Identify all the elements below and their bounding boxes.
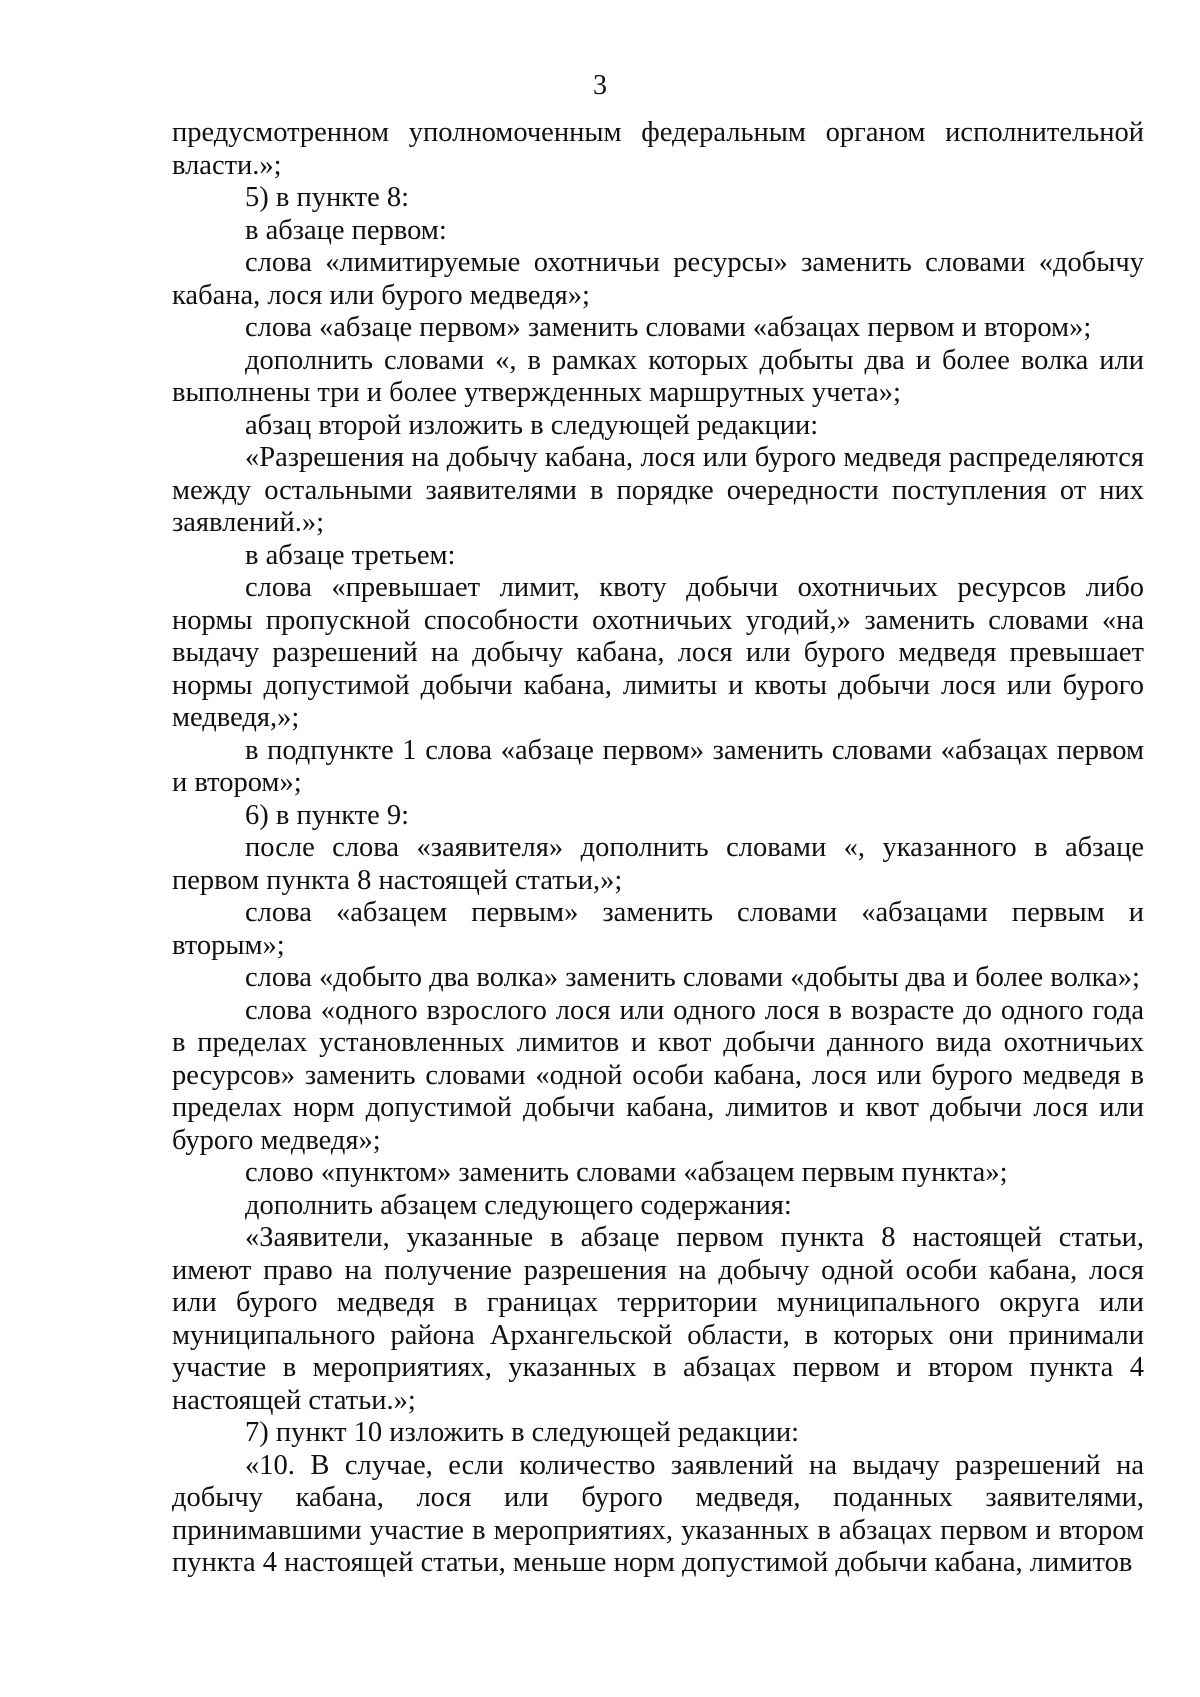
paragraph: в абзаце третьем: <box>245 539 456 571</box>
paragraph: предусмотренном уполномоченным федеральным органом исполнительной власти.»; <box>172 117 1144 181</box>
paragraph: слова «добыто два волка» заменить словами «добыты два и более волка»; <box>245 962 1140 993</box>
paragraph: «Разрешения на добычу кабана, лося или бурого медведя распределяются между остальными заявителями в порядке очередности поступления от них заявлений.»; <box>172 442 1144 538</box>
paragraph: «Заявители, указанные в абзаце первом пункта 8 настоящей статьи, имеют право на получение разрешения на добычу одной особи кабана, лося или бурого медведя в границах территории муниципального округа или муниципального района Архангельской области, в которых они принимали участие в мероприятиях, указанных в абзацах первом и втором пункта 4 настоящей статьи.»; <box>172 1222 1144 1416</box>
paragraph: «10. В случае, если количество заявлений на выдачу разрешений на добычу кабана, лося или бурого медведя, поданных заявителями, принимавшими участие в мероприятиях, указанных в абзацах первом и втором пункта 4 настоящей статьи, меньше норм допустимой добычи кабана, лимитов <box>172 1449 1144 1578</box>
paragraph: слово «пунктом» заменить словами «абзацем первым пункта»; <box>245 1157 1008 1188</box>
paragraph: 6) в пункте 9: <box>245 799 410 831</box>
paragraph: слова «превышает лимит, квоту добычи охотничьих ресурсов либо нормы пропускной способности охотничьих угодий,» заменить словами «на выдачу разрешений на добычу кабана, лося или бурого медведя превышает нормы допустимой добычи кабана, лимиты и квоты добычи лося или бурого медведя,»; <box>172 572 1144 733</box>
paragraph: 7) пункт 10 изложить в следующей редакции: <box>245 1417 800 1448</box>
paragraph: слова «абзацем первым» заменить словами «абзацами первым и вторым»; <box>172 897 1144 961</box>
paragraph: слова «одного взрослого лося или одного лося в возрасте до одного года в пределах установленных лимитов и квот добычи данного вида охотничьих ресурсов» заменить словами «одной особи кабана, лося или бурого медведя в пределах норм допустимой добычи кабана, лимитов и квот добычи лося или бурого медведя»; <box>172 994 1144 1156</box>
paragraph: слова «абзаце первом» заменить словами «абзацах первом и втором»; <box>245 312 1092 343</box>
paragraph: слова «лимитируемые охотничьи ресурсы» заменить словами «добычу кабана, лося или бурого медведя»; <box>172 247 1144 311</box>
paragraph: дополнить абзацем следующего содержания: <box>245 1189 792 1221</box>
document-body <box>172 117 1144 1580</box>
paragraph: 5) в пункте 8: <box>245 182 410 213</box>
paragraph: в подпункте 1 слова «абзаце первом» заменить словами «абзацах первом и втором»; <box>172 734 1144 798</box>
page-number: 3 <box>593 70 607 101</box>
paragraph: дополнить словами «, в рамках которых добыты два и более волка или выполнены три и более утвержденных маршрутных учета»; <box>172 344 1144 408</box>
paragraph: абзац второй изложить в следующей редакции: <box>245 409 819 441</box>
paragraph: после слова «заявителя» дополнить словами «, указанного в абзаце первом пункта 8 настоящей статьи,»; <box>172 832 1144 896</box>
paragraph: в абзаце первом: <box>245 214 447 246</box>
